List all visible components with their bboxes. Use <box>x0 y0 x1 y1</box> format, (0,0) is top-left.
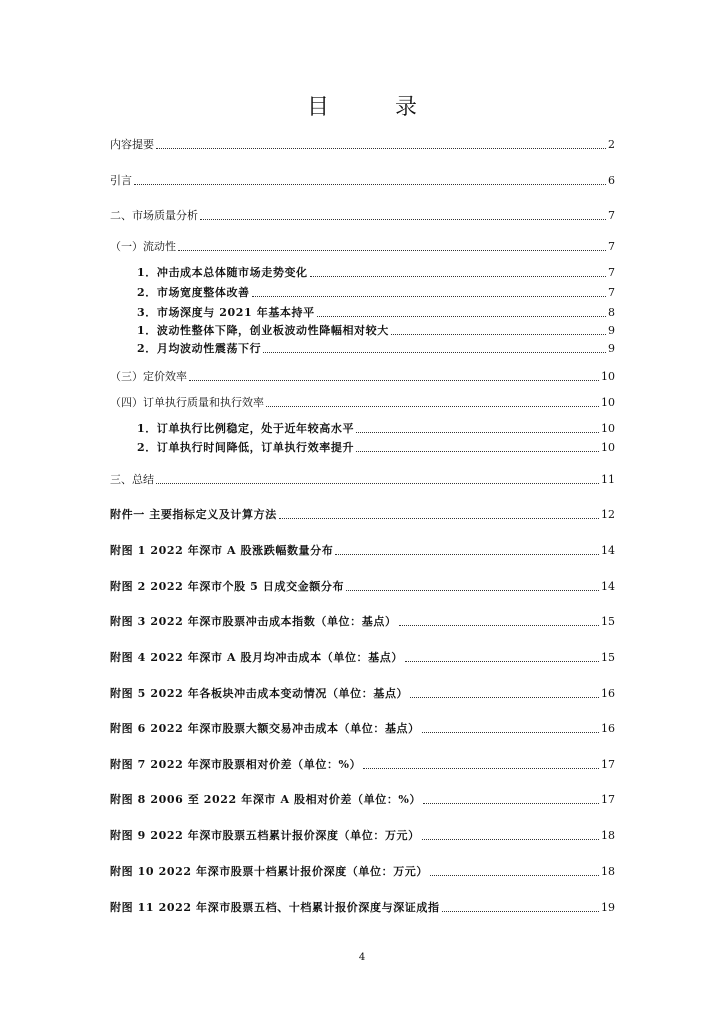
toc-leader-dots <box>252 295 606 297</box>
toc-entry-page: 10 <box>601 441 615 454</box>
toc-entry-text: 附图 5 2022 年各板块冲击成本变动情况（单位：基点） <box>110 687 409 700</box>
toc-entry[interactable] <box>110 649 615 665</box>
toc-entry-text: 附图 1 2022 年深市 A 股涨跌幅数量分布 <box>110 544 334 557</box>
toc-entry-text: 三、总结 <box>110 473 154 486</box>
toc-entry-page: 9 <box>608 342 615 355</box>
toc-entry-page: 12 <box>601 508 615 521</box>
toc-leader-dots <box>410 696 599 698</box>
toc-leader-dots <box>156 482 599 484</box>
toc-entry[interactable] <box>110 756 615 772</box>
toc-entry-text: 附图 3 2022 年深市股票冲击成本指数（单位：基点） <box>110 615 397 628</box>
toc-entry[interactable] <box>110 863 615 879</box>
toc-leader-dots <box>356 431 599 433</box>
toc-entry-text: （三）定价效率 <box>110 370 187 383</box>
toc-entry-page: 7 <box>608 286 615 299</box>
toc-entry-page: 10 <box>601 422 615 435</box>
toc-entry-text: 附图 10 2022 年深市股票十档累计报价深度（单位：万元） <box>110 865 429 878</box>
toc-entry-page: 18 <box>601 865 615 878</box>
toc-entry-page: 19 <box>601 901 615 914</box>
toc-entry[interactable] <box>110 578 615 594</box>
toc-entry-text: （四）订单执行质量和执行效率 <box>110 396 264 409</box>
toc-entry[interactable] <box>137 304 615 320</box>
page-title: 目 录 <box>306 95 439 120</box>
toc-entry[interactable] <box>110 506 615 522</box>
toc-leader-dots <box>178 249 606 251</box>
toc-entry-page: 18 <box>601 829 615 842</box>
toc-entry[interactable] <box>137 322 615 338</box>
toc-leader-dots <box>399 624 599 626</box>
toc-entry-page: 6 <box>608 174 615 187</box>
toc-entry-page: 17 <box>601 758 615 771</box>
toc-entry-text: 附图 11 2022 年深市股票五档、十档累计报价深度与深证成指 <box>110 901 440 914</box>
toc-entry-text: 2．市场宽度整体改善 <box>137 286 250 299</box>
toc-entry[interactable] <box>110 172 615 188</box>
toc-entry-text: 1．订单执行比例稳定，处于近年较高水平 <box>137 422 355 435</box>
toc-leader-dots <box>423 802 599 804</box>
toc-entry-page: 15 <box>601 615 615 628</box>
toc-entry-page: 11 <box>601 473 615 486</box>
toc-leader-dots <box>134 183 606 185</box>
toc-entry-text: 引言 <box>110 174 132 187</box>
toc-entry-text: 2．订单执行时间降低，订单执行效率提升 <box>137 441 355 454</box>
toc-entry[interactable] <box>110 613 615 629</box>
toc-leader-dots <box>310 275 606 277</box>
toc-entry-text: （一）流动性 <box>110 240 176 253</box>
toc-entry-text: 附图 9 2022 年深市股票五档累计报价深度（单位：万元） <box>110 829 420 842</box>
toc-entry[interactable] <box>110 207 615 223</box>
toc-leader-dots <box>317 315 606 317</box>
toc-entry-text: 1．波动性整体下降，创业板波动性降幅相对较大 <box>137 324 389 337</box>
toc-entry[interactable] <box>137 420 615 436</box>
toc-leader-dots <box>335 553 599 555</box>
toc-entry-page: 10 <box>601 396 615 409</box>
toc-leader-dots <box>200 218 606 220</box>
toc-leader-dots <box>422 838 599 840</box>
toc-leader-dots <box>279 517 599 519</box>
toc-entry-page: 2 <box>608 138 615 151</box>
toc-entry-page: 14 <box>601 544 615 557</box>
toc-entry-text: 二、市场质量分析 <box>110 209 198 222</box>
toc-entry[interactable] <box>137 439 615 455</box>
toc-entry[interactable] <box>110 368 615 384</box>
toc-entry-text: 附件一 主要指标定义及计算方法 <box>110 508 277 521</box>
toc-entry[interactable] <box>137 284 615 300</box>
toc-entry-text: 3．市场深度与 2021 年基本持平 <box>137 306 315 319</box>
toc-entry-text: 2．月均波动性震荡下行 <box>137 342 262 355</box>
toc-entry[interactable] <box>110 899 615 915</box>
toc-leader-dots <box>422 731 599 733</box>
toc-entry[interactable] <box>110 238 615 254</box>
toc-entry-text: 1．冲击成本总体随市场走势变化 <box>137 266 308 279</box>
toc-entry[interactable] <box>110 827 615 843</box>
toc-entry[interactable] <box>110 394 615 410</box>
toc-leader-dots <box>356 450 599 452</box>
toc-entry[interactable] <box>137 264 615 280</box>
toc-entry-text: 附图 7 2022 年深市股票相对价差（单位：%） <box>110 758 362 771</box>
toc-entry-text: 附图 6 2022 年深市股票大额交易冲击成本（单位：基点） <box>110 722 420 735</box>
toc-entry-page: 15 <box>601 651 615 664</box>
page-number: 4 <box>358 952 366 963</box>
toc-leader-dots <box>391 333 606 335</box>
toc-leader-dots <box>346 589 599 591</box>
toc-entry-page: 17 <box>601 793 615 806</box>
toc-entry-page: 8 <box>608 306 615 319</box>
toc-entry-page: 7 <box>608 266 615 279</box>
toc-entry[interactable] <box>110 542 615 558</box>
toc-entry-page: 7 <box>608 209 615 222</box>
toc-entry-text: 内容提要 <box>110 138 154 151</box>
toc-entry-text: 附图 2 2022 年深市个股 5 日成交金额分布 <box>110 580 345 593</box>
toc-leader-dots <box>189 379 599 381</box>
toc-leader-dots <box>363 767 599 769</box>
toc-entry-page: 16 <box>601 687 615 700</box>
toc-entry[interactable] <box>137 340 615 356</box>
toc-entry-page: 10 <box>601 370 615 383</box>
toc-leader-dots <box>405 660 599 662</box>
toc-entry-page: 9 <box>608 324 615 337</box>
toc-leader-dots <box>263 351 606 353</box>
toc-entry[interactable] <box>110 791 615 807</box>
toc-leader-dots <box>266 405 599 407</box>
toc-entry-page: 7 <box>608 240 615 253</box>
toc-entry[interactable] <box>110 136 615 152</box>
toc-entry[interactable] <box>110 685 615 701</box>
toc-leader-dots <box>430 874 599 876</box>
toc-entry-page: 16 <box>601 722 615 735</box>
toc-entry[interactable] <box>110 720 615 736</box>
toc-entry-text: 附图 4 2022 年深市 A 股月均冲击成本（单位：基点） <box>110 651 403 664</box>
toc-entry-text: 附图 8 2006 至 2022 年深市 A 股相对价差（单位：%） <box>110 793 422 806</box>
toc-entry-page: 14 <box>601 580 615 593</box>
toc-entry[interactable] <box>110 471 615 487</box>
toc-leader-dots <box>156 147 606 149</box>
toc-leader-dots <box>442 910 599 912</box>
